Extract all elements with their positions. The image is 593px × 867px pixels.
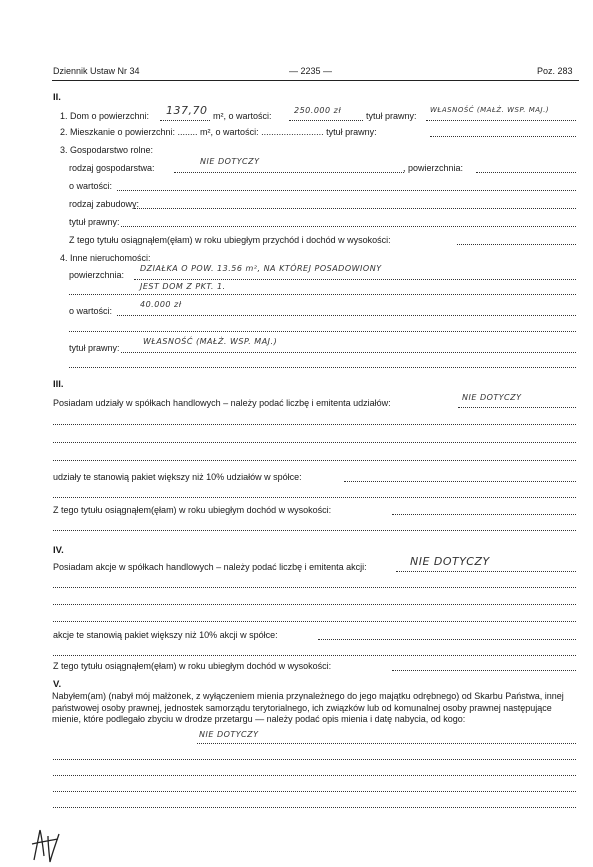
fill-line xyxy=(134,208,576,209)
fill-line xyxy=(160,120,210,121)
flat-line-label: 2. Mieszkanie o powierzchni: ........ m², o wartości: ......................... tytuł prawny: xyxy=(60,127,377,137)
journal-title: Dziennik Ustaw Nr 34 xyxy=(53,66,140,76)
fill-line xyxy=(53,621,576,622)
section-3-title: III. xyxy=(53,379,64,390)
fill-line xyxy=(69,331,576,332)
shares-label: Posiadam udziały w spółkach handlowych – należy podać liczbę i emitenta udziałów: xyxy=(53,398,391,408)
other-title-label: tytuł prawny: xyxy=(69,343,120,353)
fill-line xyxy=(392,670,576,671)
fill-line xyxy=(174,172,404,173)
house-title-value: WŁASNOŚĆ (MAŁŻ. WSP. MAJ.) xyxy=(430,106,550,114)
header-rule xyxy=(52,80,579,81)
fill-line xyxy=(197,743,576,744)
fill-line xyxy=(476,172,576,173)
fill-line xyxy=(458,407,576,408)
fill-line xyxy=(53,775,576,776)
section-4-title: IV. xyxy=(53,545,64,556)
fill-line xyxy=(69,294,576,295)
fill-line xyxy=(430,136,576,137)
fill-line xyxy=(117,315,576,316)
shares-value: NIE DOTYCZY xyxy=(462,393,522,402)
fill-line xyxy=(344,481,576,482)
fill-line xyxy=(69,367,576,368)
fill-line xyxy=(53,791,576,792)
farm-type-label: rodzaj gospodarstwa: xyxy=(69,163,155,173)
stocks-income-label: Z tego tytułu osiągnąłem(ęłam) w roku ubiegłym dochód w wysokości: xyxy=(53,661,332,671)
other-area-value-1: DZIAŁKA O POW. 13.56 m², NA KTÓREJ POSADOWIONY xyxy=(140,264,382,273)
fill-line xyxy=(53,807,576,808)
house-area-value: 137,70 xyxy=(166,104,208,117)
fill-line xyxy=(53,497,576,498)
other-value: 40.000 zł xyxy=(140,300,182,309)
signature-icon xyxy=(28,822,64,866)
farm-label: 3. Gospodarstwo rolne: xyxy=(60,145,154,155)
fill-line xyxy=(318,639,576,640)
fill-line xyxy=(53,604,576,605)
fill-line xyxy=(53,759,576,760)
fill-line xyxy=(53,442,576,443)
farm-area-label: , powierzchnia: xyxy=(403,163,464,173)
fill-line xyxy=(289,120,363,121)
farm-value-label: o wartości: xyxy=(69,181,113,191)
fill-line xyxy=(121,352,576,353)
stocks-value: NIE DOTYCZY xyxy=(410,555,490,568)
farm-type-value: NIE DOTYCZY xyxy=(200,157,260,166)
fill-line xyxy=(53,530,576,531)
fill-line xyxy=(426,120,576,121)
other-title-value: WŁASNOŚĆ (MAŁŻ. WSP. MAJ.) xyxy=(143,337,278,346)
section-5-title: V. xyxy=(53,679,62,690)
farm-income-label: Z tego tytułu osiągnąłem(ęłam) w roku ubiegłym przychód i dochód w wysokości: xyxy=(69,235,391,245)
other-property-label: 4. Inne nieruchomości: xyxy=(60,253,151,263)
fill-line xyxy=(53,424,576,425)
position-number: Poz. 283 xyxy=(537,66,573,76)
fill-line xyxy=(53,655,576,656)
fill-line xyxy=(392,514,576,515)
acquisition-value: NIE DOTYCZY xyxy=(199,730,259,739)
stocks-label: Posiadam akcje w spółkach handlowych – należy podać liczbę i emitenta akcji: xyxy=(53,562,367,572)
fill-line xyxy=(134,279,576,280)
fill-line xyxy=(117,190,576,191)
fill-line xyxy=(53,587,576,588)
farm-building-label: rodzaj zabudowy: xyxy=(69,199,140,209)
section-2-title: II. xyxy=(53,92,61,103)
farm-title-label: tytuł prawny: xyxy=(69,217,120,227)
other-area-value-2: JEST DOM Z PKT. 1. xyxy=(140,282,226,291)
house-value: 250.000 zł xyxy=(294,106,342,115)
house-area-label: 1. Dom o powierzchni: xyxy=(60,111,150,121)
fill-line xyxy=(53,460,576,461)
shares-over10-label: udziały te stanowią pakiet większy niż 10% udziałów w spółce: xyxy=(53,472,302,482)
house-value-label: m², o wartości: xyxy=(213,111,272,121)
fill-line xyxy=(121,226,576,227)
page-number: — 2235 — xyxy=(289,66,333,76)
other-value-label: o wartości: xyxy=(69,306,113,316)
fill-line xyxy=(457,244,576,245)
fill-line xyxy=(396,571,576,572)
stocks-over10-label: akcje te stanowią pakiet większy niż 10% akcji w spółce: xyxy=(53,630,278,640)
shares-income-label: Z tego tytułu osiągnąłem(ęłam) w roku ubiegłym dochód w wysokości: xyxy=(53,505,332,515)
acquisition-paragraph: Nabyłem(am) (nabył mój małżonek, z wyłączeniem mienia przynależnego do jego majątku odrębnego) od Skarbu Państwa, innej państwowej osoby prawnej, jednostek samorządu terytorialnego, ich związków lub od komunalnej osoby prawnej następujące mienie, które podlegało zbyciu w drodze przetargu — należy podać opis mienia i datę nabycia, od kogo: xyxy=(52,691,564,724)
other-area-label: powierzchnia: xyxy=(69,270,125,280)
house-title-label: tytuł prawny: xyxy=(366,111,417,121)
